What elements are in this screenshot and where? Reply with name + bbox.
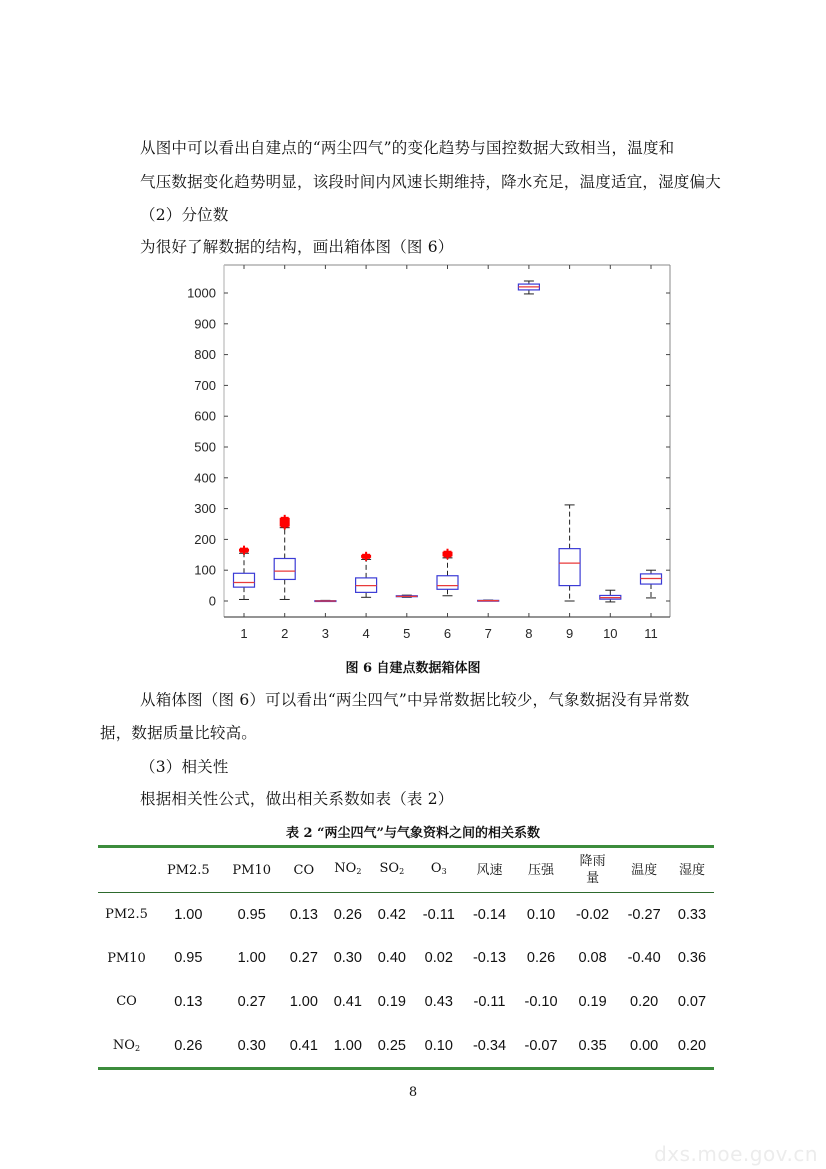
boxplot-chart [170,255,680,650]
table-cell: -0.11 [422,906,455,923]
column-header-CO: CO [293,862,315,878]
paragraph-boxplot-intro: 为很好了解数据的结构，画出箱体图（图 6） [140,238,454,256]
table-cell: 0.95 [237,906,266,923]
table-cell: 0.33 [677,906,707,923]
y-tick-label: 300 [194,501,216,517]
table-cell: 0.35 [578,1037,607,1054]
paragraph-trend-line1: 从图中可以看出自建点的“两尘四气”的变化趋势与国控数据大致相当，温度和 [140,139,675,157]
table-cell: -0.10 [524,993,558,1010]
table-cell: -0.40 [627,950,661,967]
table-cell: 0.95 [174,950,203,967]
column-header-PM10: PM10 [232,862,272,878]
y-tick-label: 800 [194,347,216,363]
table-cell: 0.30 [333,950,362,967]
x-tick-label: 8 [525,626,533,641]
watermark: dxs.moe.gov.cn [654,1142,818,1166]
table-cell: 0.26 [333,906,362,923]
table-cell: -0.07 [524,1037,558,1054]
table-cell: 0.27 [237,993,266,1010]
correlation-table [98,845,714,1070]
x-tick-label: 9 [565,626,574,641]
table-cell: 0.20 [677,1037,707,1054]
y-tick-label: 100 [194,562,216,578]
x-tick-label: 5 [403,626,411,641]
table-cell: -0.02 [576,906,610,923]
column-header-empty [98,847,155,893]
column-header-PM2.5: PM2.5 [166,862,210,878]
table-cell: 0.26 [174,1037,203,1054]
paragraph-boxplot-analysis-line2: 据，数据质量比较高。 [100,724,258,742]
column-header-NO2: $NO_2$ [334,861,362,876]
y-tick-label: 200 [194,531,216,547]
table-cell: -0.11 [473,993,506,1010]
table-cell: 0.41 [289,1037,318,1054]
table-cell: 1.00 [174,906,203,923]
table-cell: 0.19 [377,993,406,1010]
table-cell: 0.36 [677,950,707,967]
y-tick-label: 900 [194,316,216,332]
table-cell: 0.27 [289,950,318,967]
table-cell: 0.41 [333,993,362,1010]
table-cell: 0.07 [677,993,707,1010]
row-header: PM2.5 [105,907,148,923]
table-cell: -0.27 [627,906,661,923]
paragraph-trend-line2: 气压数据变化趋势明显，该段时间内风速长期维持，降水充足，温度适宜，湿度偏大 [140,173,721,191]
table-cell: 0.10 [526,906,556,923]
table-cell: 0.25 [377,1037,406,1054]
table-cell: 0.13 [174,993,203,1010]
table-cell: 0.26 [526,950,556,967]
table-cell: 0.13 [289,906,318,923]
y-tick-label: 600 [194,408,216,424]
row-header: $NO_2$ [112,1038,141,1054]
paragraph-correlation-intro: 根据相关性公式，做出相关系数如表（表 2） [140,790,454,808]
y-tick-label: 400 [194,470,216,486]
column-header-湿度: 湿度 [678,862,705,878]
table-row [98,937,714,981]
y-tick-label: 500 [194,439,216,455]
section-heading-correlation: （3）相关性 [140,758,229,776]
column-header-SO2: $SO_2$ [379,861,405,876]
column-header-温度: 温度 [631,862,658,878]
table-cell: 0.02 [424,950,453,967]
table-cell: 0.20 [630,993,659,1010]
table-cell: 1.00 [237,950,266,967]
table-cell: 0.40 [377,950,406,967]
x-tick-label: 10 [603,626,618,641]
table-row [98,1024,714,1069]
y-tick-label: 1000 [187,285,216,301]
paragraph-boxplot-analysis-line1: 从箱体图（图 6）可以看出“两尘四气”中异常数据比较少，气象数据没有异常数 [140,691,690,709]
table-cell: -0.13 [472,950,507,967]
x-tick-label: 1 [240,626,248,641]
box-5 [396,595,417,597]
column-header-降雨量: 降雨 量 [579,854,606,886]
table-caption: 表 2 “两尘四气”与气象资料之间的相关系数 [285,826,541,841]
table-header-row [98,847,714,893]
section-heading-quantile: （2）分位数 [140,206,229,224]
x-tick-label: 7 [484,626,492,641]
table-row [98,980,714,1024]
x-tick-label: 3 [321,626,330,641]
x-tick-label: 6 [443,626,452,641]
table-cell: 0.42 [377,906,406,923]
table-cell: -0.34 [472,1037,507,1054]
column-header-压强: 压强 [528,862,555,878]
table-cell: 0.30 [237,1037,266,1054]
table-cell: 1.00 [333,1037,362,1054]
box-3 [315,600,336,601]
table-cell: -0.14 [472,906,507,923]
table-cell: 0.10 [424,1037,453,1054]
x-tick-label: 11 [644,626,658,641]
table-cell: 0.08 [578,950,607,967]
y-tick-label: 0 [208,593,216,609]
table-row [98,893,714,937]
table-cell: 0.43 [424,993,453,1010]
x-tick-label: 4 [362,626,370,641]
table-cell: 1.00 [289,993,318,1010]
figure-caption: 图 6 自建点数据箱体图 [345,661,481,676]
row-header: PM10 [107,950,146,966]
x-tick-label: 2 [281,626,289,641]
box-7 [478,600,499,601]
y-tick-label: 700 [194,377,216,393]
column-header-O3: $O_3$ [430,861,447,876]
table-cell: 0.00 [630,1037,659,1054]
column-header-风速: 风速 [476,862,503,878]
page-number: 8 [408,1085,418,1100]
table-cell: 0.19 [578,993,607,1010]
row-header: CO [116,994,137,1010]
